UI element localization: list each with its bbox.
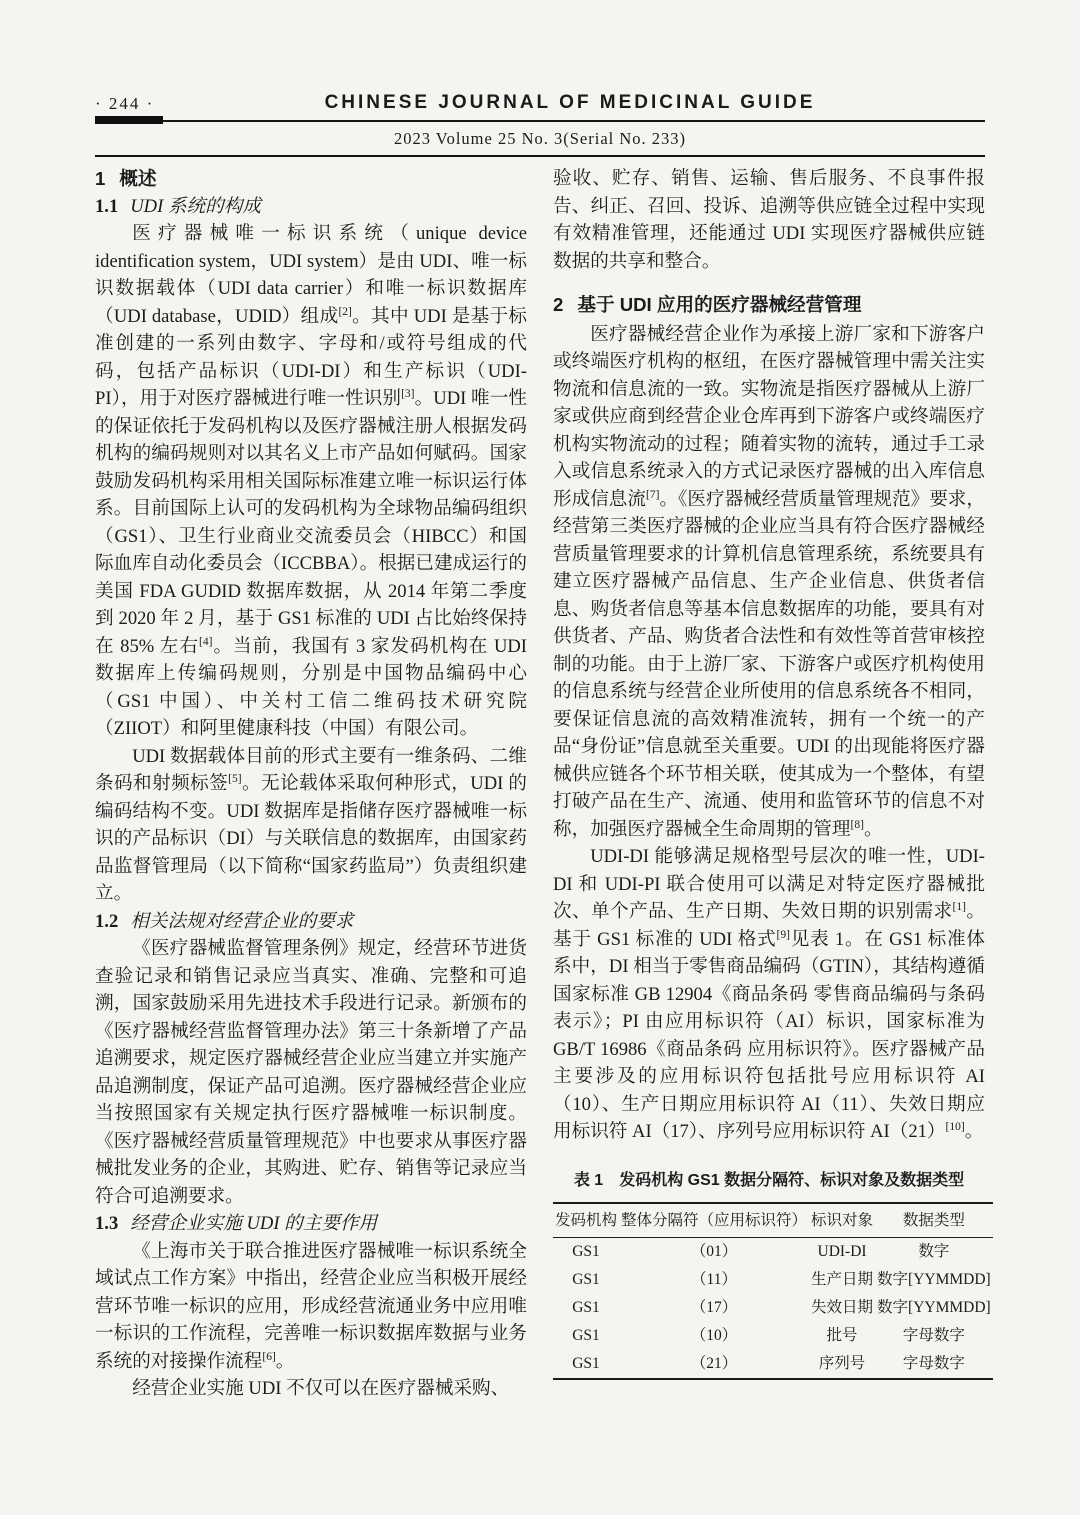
table-cell: UDI-DI <box>817 1243 867 1260</box>
paragraph: 经营企业实施 UDI 不仅可以在医疗器械采购、 <box>132 1378 510 1399</box>
article-body <box>95 165 991 1403</box>
citation-ref: [8] <box>850 818 864 831</box>
table-cell: 批号 <box>826 1327 858 1344</box>
table-row <box>553 1350 993 1379</box>
table-1-block <box>553 1170 991 1380</box>
section-title: 基于 UDI 应用的医疗器械经营管理 <box>577 294 862 315</box>
table-header-cell: 标识对象 <box>811 1211 874 1229</box>
paragraph: UDI 数据载体目前的形式主要有一维条码、二维条码和射频标签[5]。无论载体采取何种形式，UDI 的编码结构不变。UDI 数据库是指储存医疗器械唯一标识的产品标识（DI）与关联信息的数据库，由国家药品监督管理局（以下简称“国家药监局”）负责组织建立。 <box>95 745 527 904</box>
table-row <box>553 1237 993 1266</box>
gs1-data-table <box>553 1202 993 1380</box>
paragraph-continuation: 验收、贮存、销售、运输、售后服务、不良事件报告、纠正、召回、投诉、追溯等供应链全过程中实现有效精准管理，还能通过 UDI 实现医疗器械供应链数据的共享和整合。 <box>553 168 985 272</box>
header-rule <box>95 114 985 122</box>
citation-ref: [1] <box>952 900 966 913</box>
table-row <box>553 1322 993 1350</box>
left-column <box>95 165 527 1403</box>
table-cell: 字母数字 <box>902 1355 965 1372</box>
section-heading <box>553 291 985 319</box>
table-cell: GS1 <box>572 1243 600 1260</box>
table-header-cell: 数据类型 <box>902 1211 965 1229</box>
paragraph: UDI-DI 能够满足规格型号层次的唯一性，UDI-DI 和 UDI-PI 联合使用可以满足对特定医疗器械批次、单个产品、生产日期、失效日期的识别需求[1]。基于 GS1 标准的 UDI 格式[9]见表 1。在 GS1 标准体系中，DI 相当于零售商品编码（GTIN），其结构遵循国家标准 GB 12904《商品条码 零售商品编码与条码表示》；PI 由应用标识符（AI）标识，国家标准为 GB/T 16986《商品条码 应用标识符》。医疗器械产品主要涉及的应用标识符包括批号应用标识符 AI（10）、生产日期应用标识符 AI（11）、失效日期应用标识符 AI（17）、序列号应用标识符 AI（21）[10]。 <box>553 846 985 1142</box>
section-number: 2 <box>553 294 564 315</box>
table-cell: GS1 <box>572 1327 600 1344</box>
table-cell: （11） <box>691 1271 737 1288</box>
section-number: 1 <box>95 168 106 189</box>
subsection-title: 相关法规对经营企业的要求 <box>130 910 354 932</box>
subsection-heading <box>95 908 527 936</box>
paragraph: 医疗器械经营企业作为承接上游厂家和下游客户或终端医疗机构的枢纽，在医疗器械管理中需关注实物流和信息流的一致。实物流是指医疗器械从上游厂家或供应商到经营企业仓库再到下游客户或终端医疗机构实物流动的过程；随着实物的流转，通过手工录入或信息系统录入的方式记录医疗器械的出入库信息形成信息流[7]。《医疗器械经营质量管理规范》要求，经营第三类医疗器械的企业应当具有符合医疗器械经营质量管理要求的计算机信息管理系统，系统要具有建立医疗器械产品信息、生产企业信息、供货者信息、购货者信息等基本信息数据库的功能，要具有对供货者、产品、购货者合法性和有效性等首营审核控制的功能。由于上游厂家、下游客户或医疗机构使用的信息系统与经营企业所使用的信息系统各不相同，要保证信息流的高效精准流转，拥有一个统一的产品“身份证”信息就至关重要。UDI 的出现能将医疗器械供应链各个环节相关联，使其成为一个整体，有望打破产品在生产、流通、使用和监管环节的信息不对称，加强医疗器械全生命周期的管理[8]。 <box>553 323 985 840</box>
citation-ref: [9] <box>776 928 790 941</box>
table-cell: （21） <box>690 1355 738 1372</box>
table-cell: 数字[YYMMDD] <box>877 1271 991 1288</box>
table-row <box>553 1266 993 1294</box>
table-header-cell: 发码机构 <box>555 1211 618 1229</box>
subsection-number: 1.3 <box>95 1213 119 1234</box>
table-cell: 数字[YYMMDD] <box>877 1299 991 1316</box>
table-header-row <box>553 1203 993 1238</box>
subsection-title: 经营企业实施 UDI 的主要作用 <box>130 1213 378 1234</box>
page-header <box>95 86 985 114</box>
citation-ref: [5] <box>228 772 242 785</box>
table-cell: GS1 <box>572 1271 600 1288</box>
table-cell: GS1 <box>572 1299 600 1316</box>
paragraph: 医疗器械唯一标识系统（unique device identification system，UDI system）是由 UDI、唯一标识数据载体（UDI data carrier）和唯一标识数据库（UDI database，UDID）组成[2]。其中 UDI 是基于标准创建的一系列由数字、字母和/或符号组成的代码，包括产品标识（UDI-DI）和生产标识（UDI-PI），用于对医疗器械进行唯一性识别[3]。UDI 唯一性的保证依托于发码机构以及医疗器械注册人根据发码机构的编码规则对以其名义上市产品如何赋码。国家鼓励发码机构采用相关国际标准建立唯一标识运行体系。目前国际上认可的发码机构为全球物品编码组织（GS1）、卫生行业商业交流委员会（HIBCC）和国际血库自动化委员会（ICCBBA）。根据已建成运行的美国 FDA GUDID 数据库数据，从 2014 年第二季度到 2020 年 2 月，基于 GS1 标准的 UDI 占比始终保持在 85% 左右[4]。当前，我国有 3 家发码机构在 UDI 数据库上传编码规则，分别是中国物品编码中心（GS1 中国）、中关村工信二维码技术研究院（ZIIOT）和阿里健康科技（中国）有限公司。 <box>95 223 528 739</box>
subsection-heading <box>95 193 527 221</box>
table-cell: （01） <box>690 1243 738 1260</box>
table-cell: 字母数字 <box>902 1327 965 1344</box>
citation-ref: [2] <box>338 305 352 318</box>
table-row <box>553 1294 993 1322</box>
table-title: 表 1 发码机构 GS1 数据分隔符、标识对象及数据类型 <box>573 1171 965 1189</box>
issue-line: 2023 Volume 25 No. 3(Serial No. 233) <box>393 129 687 148</box>
section-heading <box>95 165 527 193</box>
section-title: 概述 <box>119 168 157 189</box>
paragraph: 《上海市关于联合推进医疗器械唯一标识系统全域试点工作方案》中指出，经营企业应当积极开展经营环节唯一标识的应用，形成经营流通业务中应用唯一标识的工作流程，完善唯一标识数据库数据与业务系统的对接操作流程[6]。 <box>95 1240 527 1372</box>
table-cell: （10） <box>690 1327 738 1344</box>
header-rule-2 <box>95 155 985 157</box>
table-cell: 数字 <box>918 1243 950 1260</box>
citation-ref: [10] <box>945 1120 965 1133</box>
subsection-title: UDI 系统的构成 <box>130 195 261 217</box>
page-number: · 244 · <box>95 94 155 113</box>
table-header-cell: 整体分隔符（应用标识符） <box>621 1211 808 1229</box>
citation-ref: [3] <box>401 387 415 400</box>
journal-title: CHINESE JOURNAL OF MEDICINAL GUIDE <box>324 92 816 113</box>
table-cell: 失效日期 <box>811 1299 874 1316</box>
paragraph: 《医疗器械监督管理条例》规定，经营环节进货查验记录和销售记录应当真实、准确、完整和可追溯，国家鼓励采用先进技术手段进行记录。新颁布的《医疗器械经营监督管理办法》第三十条新增了产品追溯要求，规定医疗器械经营企业应当建立并实施产品追溯制度，保证产品可追溯。医疗器械经营企业应当按照国家有关规定执行医疗器械唯一标识制度。《医疗器械经营质量管理规范》中也要求从事医疗器械批发业务的企业，其购进、贮存、销售等记录应当符合可追溯要求。 <box>95 938 527 1207</box>
citation-ref: [4] <box>199 635 213 648</box>
table-cell: 生产日期 <box>811 1271 874 1288</box>
header-thick-bar <box>95 116 163 124</box>
citation-ref: [7] <box>646 488 660 501</box>
table-cell: （17） <box>690 1299 738 1316</box>
citation-ref: [6] <box>262 1350 276 1363</box>
subsection-number: 1.2 <box>95 910 119 932</box>
table-cell: GS1 <box>572 1355 600 1372</box>
table-cell: 序列号 <box>818 1355 866 1372</box>
subsection-number: 1.1 <box>95 195 119 217</box>
right-column <box>553 165 991 1403</box>
subsection-heading <box>95 1210 527 1238</box>
